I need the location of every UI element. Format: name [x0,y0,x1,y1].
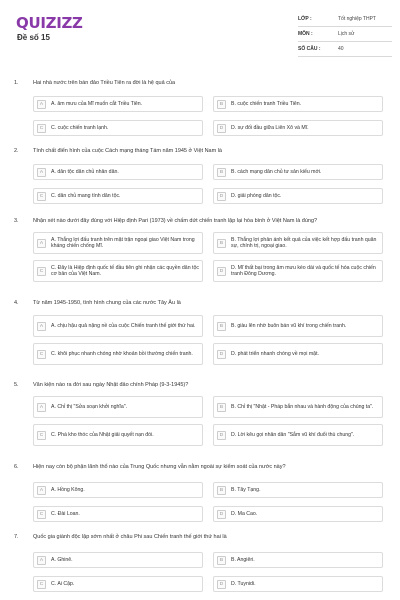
option-letter: C [37,510,46,519]
option-c[interactable] [33,120,203,136]
option-text: D. giải phóng dân tộc. [231,192,282,199]
option-d[interactable] [213,506,383,522]
info-value: Lịch sử [338,31,355,37]
option-text: B. Angiêri. [231,556,255,563]
option-text: C. Đây là Hiệp định quốc tế đầu tiên ghi nhận các quyền dân tộc cơ bản của Việt Nam. [51,264,199,277]
option-a[interactable] [33,315,203,337]
option-a[interactable] [33,482,203,498]
option-c[interactable] [33,506,203,522]
info-label: MÔN : [298,31,313,37]
option-letter: A [37,486,46,495]
option-letter: B [217,486,226,495]
option-text: D. Ma Cao. [231,510,258,517]
option-b[interactable] [213,315,383,337]
question-number: 6. [14,464,19,470]
exam-title: Đề số 15 [17,33,50,42]
option-letter: C [37,350,46,359]
option-text: B. Thắng lợi phản ánh kết quả của việc kết hợp đấu tranh quân sự, chính trị, ngoại giao. [231,236,377,249]
option-c[interactable] [33,260,203,282]
option-d[interactable] [213,120,383,136]
option-a[interactable] [33,164,203,180]
option-b[interactable] [213,482,383,498]
question-text: Từ năm 1945-1950, tình hình chung của các nước Tây Âu là [33,300,181,306]
option-text: D. Lời kêu gọi nhân dân "Sắm vũ khí đuổi thù chung". [231,431,355,438]
option-letter: D [217,124,226,133]
option-text: B. giàu lên nhờ buôn bán vũ khí trong chiến tranh. [231,322,347,329]
exam-info [298,12,392,57]
question-number: 1. [14,80,19,86]
option-text: B. Chỉ thị "Nhật - Pháp bắn nhau và hành động của chúng ta". [231,403,374,410]
question-number: 2. [14,148,19,154]
option-text: C. cuộc chiến tranh lạnh. [51,124,109,131]
question-number: 4. [14,300,19,306]
option-d[interactable] [213,424,383,446]
info-value: 40 [338,46,344,52]
option-letter: B [217,556,226,565]
option-a[interactable] [33,232,203,254]
option-letter: B [217,100,226,109]
option-letter: B [217,403,226,412]
option-text: B. Tây Tạng. [231,486,261,493]
option-b[interactable] [213,164,383,180]
option-d[interactable] [213,188,383,204]
option-d[interactable] [213,343,383,365]
option-letter: D [217,192,226,201]
option-c[interactable] [33,188,203,204]
info-row-class [298,12,392,27]
option-text: A. âm mưu của Mĩ muốn cắt Triều Tiên. [51,100,143,107]
option-letter: A [37,100,46,109]
option-c[interactable] [33,343,203,365]
option-letter: A [37,168,46,177]
page-header [0,0,400,60]
question-text: Nhận xét nào dưới đây đúng với Hiệp định Pari (1973) về chấm dứt chiến tranh lập lại hòa bình ở Việt Nam là đúng? [33,218,318,224]
option-text: C. Ai Cập. [51,580,75,587]
option-text: C. khôi phục nhanh chóng nhờ khoản bồi thường chiến tranh. [51,350,193,357]
option-b[interactable] [213,232,383,254]
option-letter: C [37,192,46,201]
option-text: B. cuộc chiến tranh Triều Tiên. [231,100,302,107]
option-b[interactable] [213,96,383,112]
option-text: A. Ghinê. [51,556,73,563]
info-value: Tốt nghiệp THPT [338,16,376,22]
option-a[interactable] [33,396,203,418]
question-text: Văn kiện nào ra đời sau ngày Nhật đảo chính Pháp (9-3-1945)? [33,382,189,388]
option-text: C. dân chủ mang tính dân tộc. [51,192,121,199]
option-letter: A [37,556,46,565]
option-c[interactable] [33,424,203,446]
question-number: 7. [14,534,19,540]
option-letter: D [217,267,226,276]
option-letter: C [37,580,46,589]
option-text: D. Tuynidi. [231,580,256,587]
option-letter: A [37,403,46,412]
option-letter: B [217,168,226,177]
option-text: A. Hồng Kông. [51,486,85,493]
option-text: A. Chỉ thị "Sửa soạn khởi nghĩa". [51,403,128,410]
option-d[interactable] [213,260,383,282]
option-a[interactable] [33,552,203,568]
question-number: 5. [14,382,19,388]
option-letter: D [217,350,226,359]
option-letter: A [37,239,46,248]
info-label: SỐ CÂU : [298,46,321,52]
info-row-count [298,42,392,57]
option-text: C. Đài Loan. [51,510,80,517]
option-c[interactable] [33,576,203,592]
option-letter: B [217,322,226,331]
option-letter: C [37,124,46,133]
info-label: LỚP : [298,16,312,22]
option-letter: C [37,267,46,276]
option-letter: A [37,322,46,331]
option-letter: B [217,239,226,248]
option-letter: C [37,431,46,440]
option-d[interactable] [213,576,383,592]
question-text: Hiện nay còn bộ phận lãnh thổ nào của Trung Quốc nhưng vẫn nằm ngoài sự kiểm soát của nước này? [33,464,286,470]
option-text: A. dân tộc dân chủ nhân dân. [51,168,119,175]
option-text: A. Thắng lợi đấu tranh trên mặt trận ngoại giao Việt Nam trong kháng chiến chống Mĩ. [51,236,195,249]
info-row-subject [298,27,392,42]
question-text: Hai nhà nước trên bán đảo Triều Tiên ra đời là hệ quả của [33,80,176,86]
option-b[interactable] [213,552,383,568]
option-text: B. cách mạng dân chủ tư sản kiểu mới. [231,168,322,175]
option-a[interactable] [33,96,203,112]
question-number: 3. [14,218,19,224]
option-text: D. sự đối đầu giữa Liên Xô và Mĩ. [231,124,309,131]
option-text: D. Mĩ thất bại trong âm mưu kéo dài và quốc tế hóa cuộc chiến tranh Đông Dương. [231,264,376,277]
option-text: D. phát triển nhanh chóng về mọi mặt. [231,350,319,357]
question-text: Tính chất điển hình của cuộc Cách mạng tháng Tám năm 1945 ở Việt Nam là [33,148,222,154]
option-text: A. chịu hậu quả nặng nề của cuộc Chiến tranh thế giới thứ hai. [51,322,196,329]
quizizz-logo: QUIZIZZ [16,14,83,32]
option-text: C. Phá kho thóc của Nhật giải quyết nạn đói. [51,431,154,438]
option-letter: D [217,510,226,519]
option-letter: D [217,431,226,440]
option-b[interactable] [213,396,383,418]
question-text: Quốc gia giành độc lập sớm nhất ở châu Phi sau Chiến tranh thế giới thứ hai là [33,534,227,540]
option-letter: D [217,580,226,589]
